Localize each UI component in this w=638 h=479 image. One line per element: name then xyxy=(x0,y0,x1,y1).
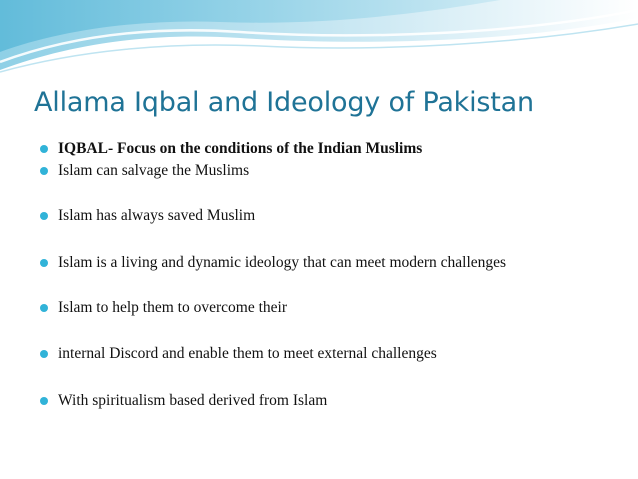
bullet-text: IQBAL- Focus on the conditions of the Indian Muslims xyxy=(58,140,423,157)
bullet-item xyxy=(40,391,327,411)
bullet-dot-icon xyxy=(40,397,48,405)
slide-title: Allama Iqbal and Ideology of Pakistan xyxy=(34,87,534,118)
bullet-text: internal Discord and enable them to meet external challenges xyxy=(58,345,437,362)
bullet-dot-icon xyxy=(40,167,48,175)
bullet-text: Islam can salvage the Muslims xyxy=(58,162,250,179)
bullet-text: Islam has always saved Muslim xyxy=(58,207,256,224)
bullet-text: Islam is a living and dynamic ideology that can meet modern challenges xyxy=(58,254,507,271)
bullet-text: Islam to help them to overcome their xyxy=(58,299,287,316)
bullet-dot-icon xyxy=(40,304,48,312)
bullet-item xyxy=(40,161,249,181)
bullet-dot-icon xyxy=(40,350,48,358)
bullet-item xyxy=(40,206,255,226)
bullet-item xyxy=(40,344,437,364)
bullet-dot-icon xyxy=(40,212,48,220)
bullet-item xyxy=(40,298,287,318)
bullet-item xyxy=(40,139,422,159)
bullet-dot-icon xyxy=(40,145,48,153)
bullet-dot-icon xyxy=(40,259,48,267)
bullet-item xyxy=(40,253,506,273)
bullet-text: With spiritualism based derived from Islam xyxy=(58,392,328,409)
